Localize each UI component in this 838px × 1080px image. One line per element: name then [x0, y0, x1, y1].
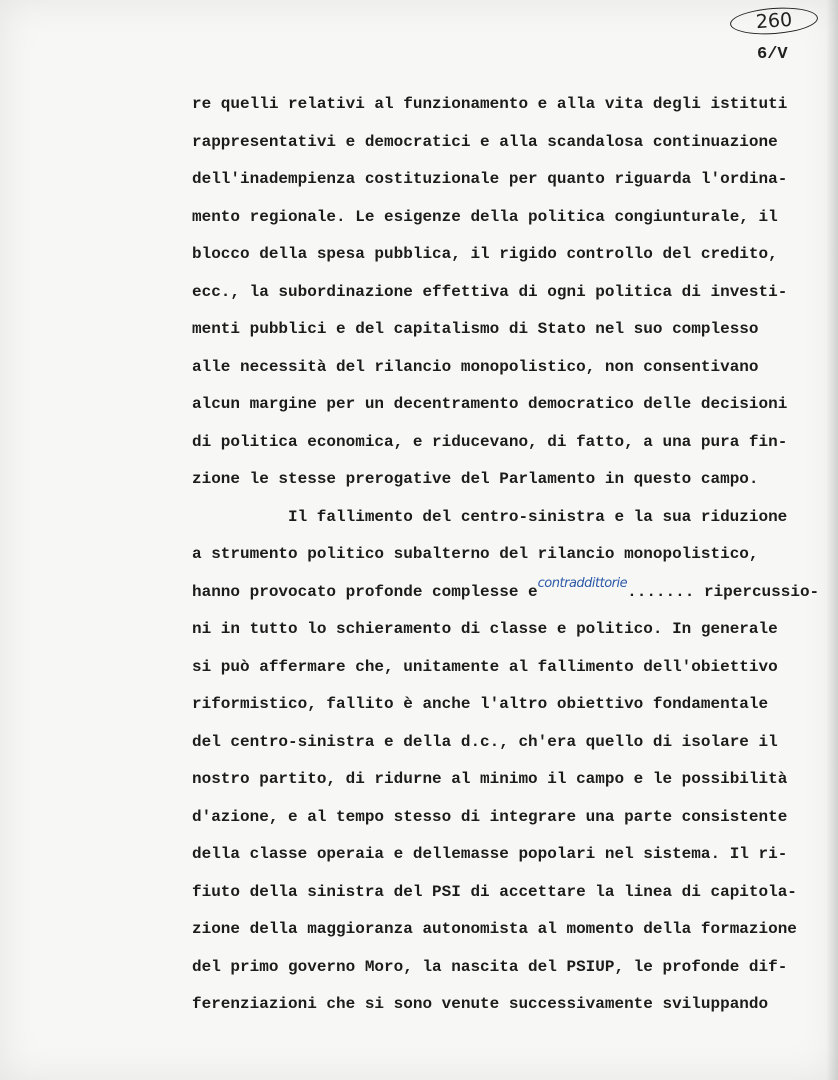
- text-line: dell'inadempienza costituzionale per quanto riguarda l'ordina-: [192, 170, 788, 188]
- typed-segment: hanno provocato profonde complesse e: [192, 582, 538, 601]
- text-line: blocco della spesa pubblica, il rigido controllo del credito,: [192, 245, 778, 263]
- text-line: ni in tutto lo schieramento di classe e politico. In generale: [192, 620, 778, 638]
- text-line: menti pubblici e del capitalismo di Stato nel suo complesso: [192, 320, 759, 338]
- text-line: del primo governo Moro, la nascita del PSIUP, le profonde dif-: [192, 957, 788, 976]
- text-line: a strumento politico subalterno del rilancio monopolistico,: [192, 545, 759, 563]
- text-line: d'azione, e al tempo stesso di integrare una parte consistente: [192, 807, 788, 826]
- page-number: 6/V: [757, 45, 788, 64]
- text-line: ecc., la subordinazione effettiva di ogni politica di investi-: [192, 282, 788, 301]
- text-line: ferenziazioni che si sono venute successivamente sviluppando: [192, 995, 769, 1013]
- text-line: zione della maggioranza autonomista al momento della formazione: [192, 920, 797, 938]
- text-line: del centro-sinistra e della d.c., ch'era quello di isolare il: [192, 732, 778, 751]
- typed-text-body: [192, 86, 819, 1024]
- archive-number-stamp: 260: [729, 5, 819, 37]
- handwritten-annotation: contraddittorie: [537, 575, 628, 591]
- text-line: alle necessità del rilancio monopolistico, non consentivano: [192, 357, 759, 376]
- text-line: della classe operaia e dellemasse popolari nel sistema. Il ri-: [192, 845, 788, 863]
- text-line: nostro partito, di ridurne al minimo il campo e le possibilità: [192, 770, 788, 788]
- text-line: alcun margine per un decentramento democratico delle decisioni: [192, 395, 788, 413]
- typed-segment: ....... ripercussio-: [627, 582, 820, 601]
- text-line: zione le stesse prerogative del Parlamento in questo campo.: [192, 470, 759, 488]
- text-line: fiuto della sinistra del PSI di accettare la linea di capitola-: [192, 882, 797, 901]
- text-line: di politica economica, e riducevano, di fatto, a una pura fin-: [192, 432, 788, 451]
- scan-edge-shadow: [826, 0, 838, 1080]
- paragraph-start-line: Il fallimento del centro-sinistra e la sua riduzione: [288, 507, 788, 526]
- annotated-text-line: [192, 574, 819, 612]
- text-line: riformistico, fallito è anche l'altro obiettivo fondamentale: [192, 695, 769, 713]
- text-line: si può affermare che, unitamente al fallimento dell'obiettivo: [192, 657, 778, 676]
- text-line: mento regionale. Le esigenze della politica congiunturale, il: [192, 207, 778, 226]
- text-line: rappresentativi e democratici e alla scandalosa continuazione: [192, 132, 778, 151]
- text-line: re quelli relativi al funzionamento e alla vita degli istituti: [192, 95, 788, 113]
